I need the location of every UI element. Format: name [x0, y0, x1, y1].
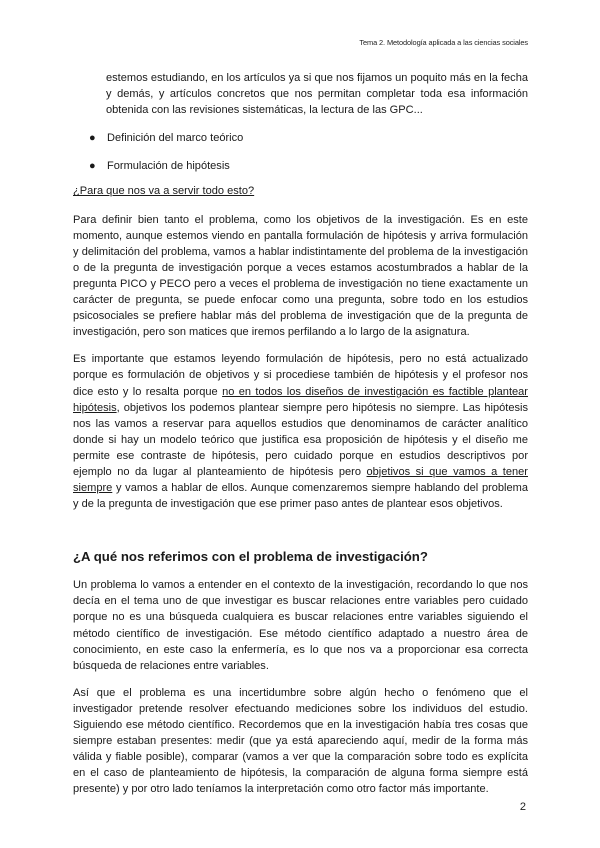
paragraph-text: y vamos a hablar de ellos. Aunque comenzaremos siempre hablando del problema y de la pregunta de investigación que ese primer paso antes de plantear esos objetivos. — [73, 482, 528, 511]
page-number: 2 — [519, 801, 526, 813]
section-heading: ¿A qué nos referimos con el problema de investigación? — [73, 549, 428, 565]
paragraph-definir: Para definir bien tanto el problema, como los objetivos de la investigación. Es en este momento, aunque estemos viendo en pantalla formulación de hipótesis y arriva formulación y delimitación del problema, vamos a hablar indistintamente del problema de la investigación o de la pregunta de investigación porque a veces estamos acostumbrados a hablar de la pregunta PICO y PECO pero a veces el problema de investigación no tiene exactamente un carácter de pregunta, se puede enfocar como una pregunta, sobre todo en los estudios psicosociales se prefiere hablar más del problema de investigación que de la pregunta de investigación, pero son matices que iremos perfilando a lo largo de la asignatura. — [73, 213, 528, 339]
bullet-text: Definición del marco teórico — [107, 132, 244, 145]
paragraph-hipotesis — [73, 351, 528, 512]
question-heading: ¿Para que nos va a servir todo esto? — [73, 185, 255, 198]
bullet-icon: ● — [89, 132, 96, 145]
underlined-phrase: no en todos los diseños de investigación es factible plantear hipótesis — [73, 385, 528, 414]
continuation-paragraph: estemos estudiando, en los artículos ya si que nos fijamos un poquito más en la fecha y demás, y artículos concretos que nos permitan completar toda esa información obtenida con las revisiones sistemáticas, la lectura de las GPC... — [106, 72, 528, 117]
bullet-item — [73, 158, 528, 174]
underlined-phrase: objetivos si que vamos a tener siempre — [73, 465, 528, 495]
paragraph-problema: Un problema lo vamos a entender en el contexto de la investigación, recordando lo que nos decía en el tema uno de que investigar es buscar relaciones entre variables pero cuidado porque no es una búsqueda cualquiera es buscar relaciones entre variables siguiendo el método científico de investigación. Ese método científico adaptado a nuestro área de conocimiento, en este caso la enfermería, es lo que nos va a proporcionar esa correcta búsqueda de relaciones entre variables. — [73, 579, 528, 672]
page-content — [73, 70, 528, 797]
paragraph-text: , objetivos los podemos plantear siempre pero hipótesis no siempre. Las hipótesis nos las vamos a reservar para aquellos estudios que denominamos de carácter analítico donde si hay un modelo teórico que justifica esa proposición de hipótesis y el diseño me permite ese contraste de hipótesis, pero cuidado porque en estudios descriptivos por ejemplo no da lugar al planteamiento de hipótesis pero — [73, 401, 528, 478]
bullet-text: Formulación de hipótesis — [107, 160, 230, 173]
bullet-item — [73, 130, 528, 146]
paragraph-text: Es importante que estamos leyendo formulación de hipótesis, pero no está actualizado porque es formulación de objetivos y si procediese también de hipótesis y el profesor nos dice esto y lo resalta porque — [73, 353, 528, 398]
running-header: Tema 2. Metodología aplicada a las ciencias sociales — [359, 38, 528, 47]
paragraph-incertidumbre: Así que el problema es una incertidumbre sobre algún hecho o fenómeno que el investigador pretende resolver efectuando mediciones sobre los individuos del estudio. Siguiendo ese método científico. Recordemos que en la investigación había tres cosas que siempre estaban presentes: medir (que ya está apareciendo aquí, medir de la forma más válida y fiable posible), comparar (vamos a ver que la comparación sobre todo es explícita en el caso de planteamiento de hipótesis, la comparación de alguna forma siempre está presente) y por otro lado teníamos la interpretación como otro factor más importante. — [73, 686, 528, 796]
bullet-icon: ● — [89, 160, 96, 173]
